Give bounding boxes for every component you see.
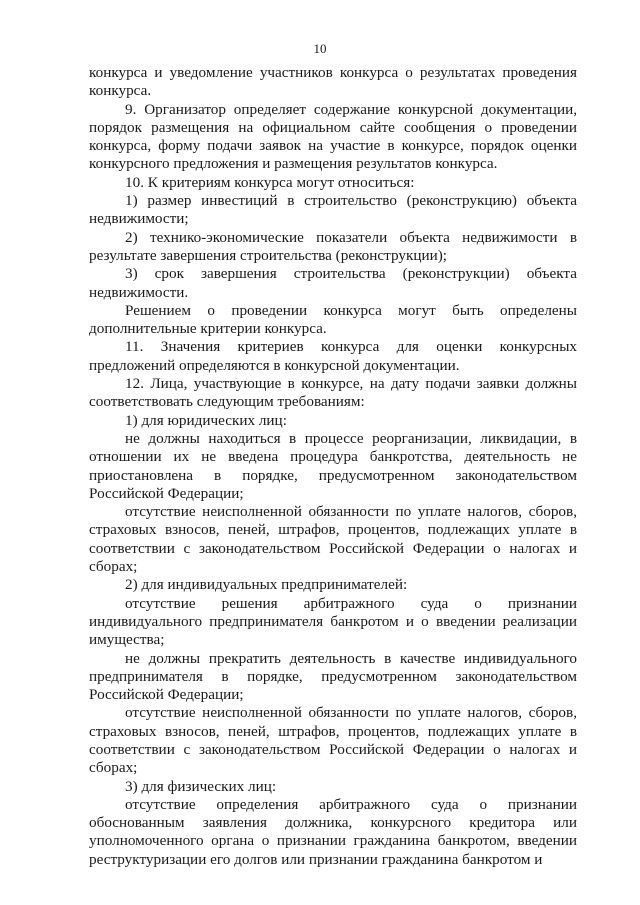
- requirement-entrepreneur-1: отсутствие решения арбитражного суда о признании индивидуального предпринимателя банкротом и о введении реализации имущества;: [89, 594, 577, 649]
- criterion-2: 2) технико-экономические показатели объекта недвижимости в результате завершения строительства (реконструкции);: [89, 228, 577, 264]
- requirement-entrepreneur-3: отсутствие неисполненной обязанности по уплате налогов, сборов, страховых взносов, пеней, штрафов, процентов, подлежащих уплате в соответствии с законодательством Российской Федерации о налогах и сборах;: [89, 704, 577, 777]
- subheading-legal-entities: 1) для юридических лиц:: [125, 411, 287, 429]
- paragraph-item-12: 12. Лица, участвующие в конкурсе, на дату подачи заявки должны соответствовать следующим требованиям:: [89, 375, 577, 411]
- paragraph-additional-criteria: Решением о проведении конкурса могут быть определены дополнительные критерии конкурса.: [89, 301, 577, 338]
- criterion-3: 3) срок завершения строительства (реконструкции) объекта недвижимости.: [89, 265, 577, 301]
- requirement-legal-1: не должны находиться в процессе реорганизации, ликвидации, в отношении их не введена процедура банкротства, деятельность не приостановлена в порядке, предусмотренном законодательством Российской Федерации;: [89, 429, 577, 502]
- paragraph-item-10: 10. К критериям конкурса могут относиться:: [125, 173, 415, 191]
- paragraph: конкурса и уведомление участников конкурса о результатах проведения конкурса.: [89, 64, 577, 100]
- paragraph-item-11: 11. Значения критериев конкурса для оценки конкурсных предложений определяются в конкурсной документации.: [89, 338, 577, 374]
- subheading-entrepreneurs: 2) для индивидуальных предпринимателей:: [125, 576, 408, 594]
- subheading-individuals: 3) для физических лиц:: [125, 777, 277, 795]
- paragraph-item-9: 9. Организатор определяет содержание конкурсной документации, порядок размещения на официальном сайте сообщения о проведении конкурса, форму подачи заявок на участие в конкурсе, порядок оценки конкурсного предложения и размещения результатов конкурса.: [89, 100, 577, 173]
- requirement-individual-1: отсутствие определения арбитражного суда о признании обоснованным заявления должника, конкурсного кредитора или уполномоченного органа о признании гражданина банкротом, введении реструктуризации его долгов или признании гражданина банкротом и: [89, 795, 577, 868]
- requirement-legal-2: отсутствие неисполненной обязанности по уплате налогов, сборов, страховых взносов, пеней, штрафов, процентов, подлежащих уплате в соответствии с законодательством Российской Федерации о налогах и сборах;: [89, 503, 577, 576]
- page-number: 10: [313, 41, 327, 56]
- requirement-entrepreneur-2: не должны прекратить деятельность в качестве индивидуального предпринимателя в порядке, предусмотренном законодательством Российской Федерации;: [89, 649, 577, 704]
- document-body: [89, 64, 577, 869]
- criterion-1: 1) размер инвестиций в строительство (реконструкцию) объекта недвижимости;: [89, 192, 577, 228]
